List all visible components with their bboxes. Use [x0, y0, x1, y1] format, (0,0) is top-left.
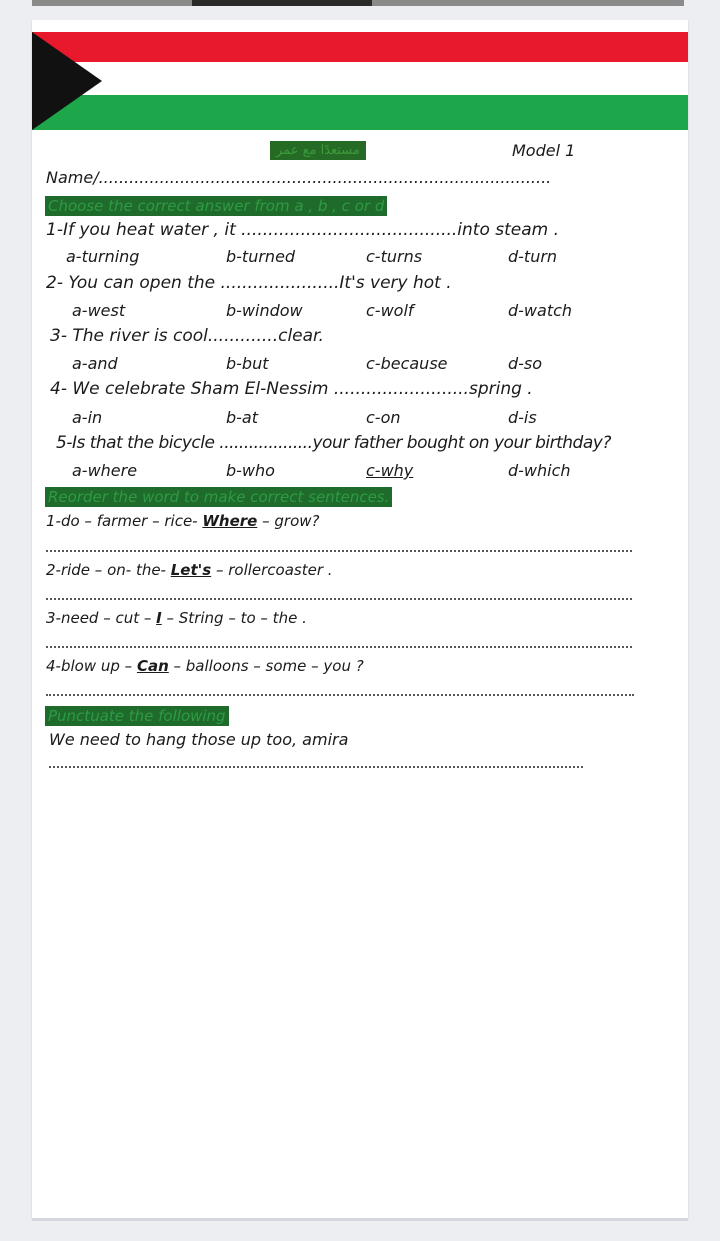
q4-option-d: d-is	[508, 408, 537, 427]
answer-line-1	[46, 550, 632, 552]
q2-option-d: d-watch	[508, 301, 573, 320]
reorder-2-key: Let's	[170, 561, 212, 579]
q5-option-c: c-why	[366, 461, 414, 480]
q5-option-b: b-who	[226, 461, 275, 480]
section3-instruction: Punctuate the following	[45, 706, 229, 726]
question-5-stem: 5-Is that the bicycle ...................your father bought on your birthday?	[56, 433, 611, 453]
worksheet-page	[32, 20, 688, 1218]
q5-option-d: d-which	[508, 461, 571, 480]
q2-option-a: a-west	[72, 301, 126, 320]
reorder-item-3	[46, 609, 307, 627]
top-toolbar-strip	[32, 0, 684, 6]
reorder-item-4	[46, 657, 364, 675]
answer-line-3	[46, 646, 632, 648]
section1-instruction: Choose the correct answer from a , b , c or d	[45, 196, 387, 216]
top-toolbar-dark-segment	[192, 0, 372, 6]
name-field-label: Name/.........................................................................................	[46, 168, 552, 187]
q1-option-c: c-turns	[366, 247, 423, 266]
q4-option-c: c-on	[366, 408, 401, 427]
reorder-2-after: – rollercoaster .	[211, 561, 333, 579]
q2-option-c: c-wolf	[366, 301, 414, 320]
question-4-stem: 4- We celebrate Sham El-Nessim .........................spring .	[50, 379, 533, 399]
answer-line-4	[46, 694, 634, 696]
question-3-stem: 3- The river is cool.............clear.	[50, 326, 324, 346]
q3-option-a: a-and	[72, 354, 118, 373]
model-label: Model 1	[512, 141, 576, 160]
reorder-item-1	[46, 512, 319, 530]
question-1-stem: 1-If you heat water , it ........................................into steam .	[46, 220, 560, 240]
reorder-4-after: – balloons – some – you ?	[168, 657, 364, 675]
reorder-item-2	[46, 561, 333, 579]
flag-red-stripe	[32, 32, 688, 62]
flag-green-stripe	[32, 95, 688, 130]
reorder-3-after: – String – to – the .	[161, 609, 307, 627]
reorder-1-before: 1-do – farmer – rice-	[46, 512, 203, 530]
q3-option-b: b-but	[226, 354, 269, 373]
flag-white-stripe	[32, 62, 688, 95]
page-bottom-edge	[32, 1218, 688, 1221]
reorder-4-before: 4-blow up –	[46, 657, 137, 675]
q4-option-b: b-at	[226, 408, 259, 427]
answer-line-2	[46, 598, 632, 600]
q1-option-a: a-turning	[66, 247, 140, 266]
q3-option-d: d-so	[508, 354, 543, 373]
reorder-2-before: 2-ride – on- the-	[46, 561, 171, 579]
question-2-stem: 2- You can open the ......................It's very hot .	[46, 273, 452, 293]
q1-option-b: b-turned	[226, 247, 296, 266]
reorder-3-key: I	[156, 609, 162, 627]
reorder-1-key: Where	[202, 512, 258, 530]
palestine-flag-image	[32, 32, 688, 130]
q3-option-c: c-because	[366, 354, 448, 373]
q5-option-a: a-where	[72, 461, 138, 480]
punctuate-sentence: We need to hang those up too, amira	[49, 730, 349, 749]
section2-instruction: Reorder the word to make correct sentences.	[45, 487, 392, 507]
answer-line-5	[49, 766, 583, 768]
q4-option-a: a-in	[72, 408, 103, 427]
reorder-4-key: Can	[136, 657, 169, 675]
q1-option-d: d-turn	[508, 247, 558, 266]
reorder-3-before: 3-need – cut –	[46, 609, 157, 627]
arabic-title-highlight: مستعدًا مع عمر	[270, 141, 366, 160]
q2-option-b: b-window	[226, 301, 303, 320]
reorder-1-after: – grow?	[257, 512, 320, 530]
